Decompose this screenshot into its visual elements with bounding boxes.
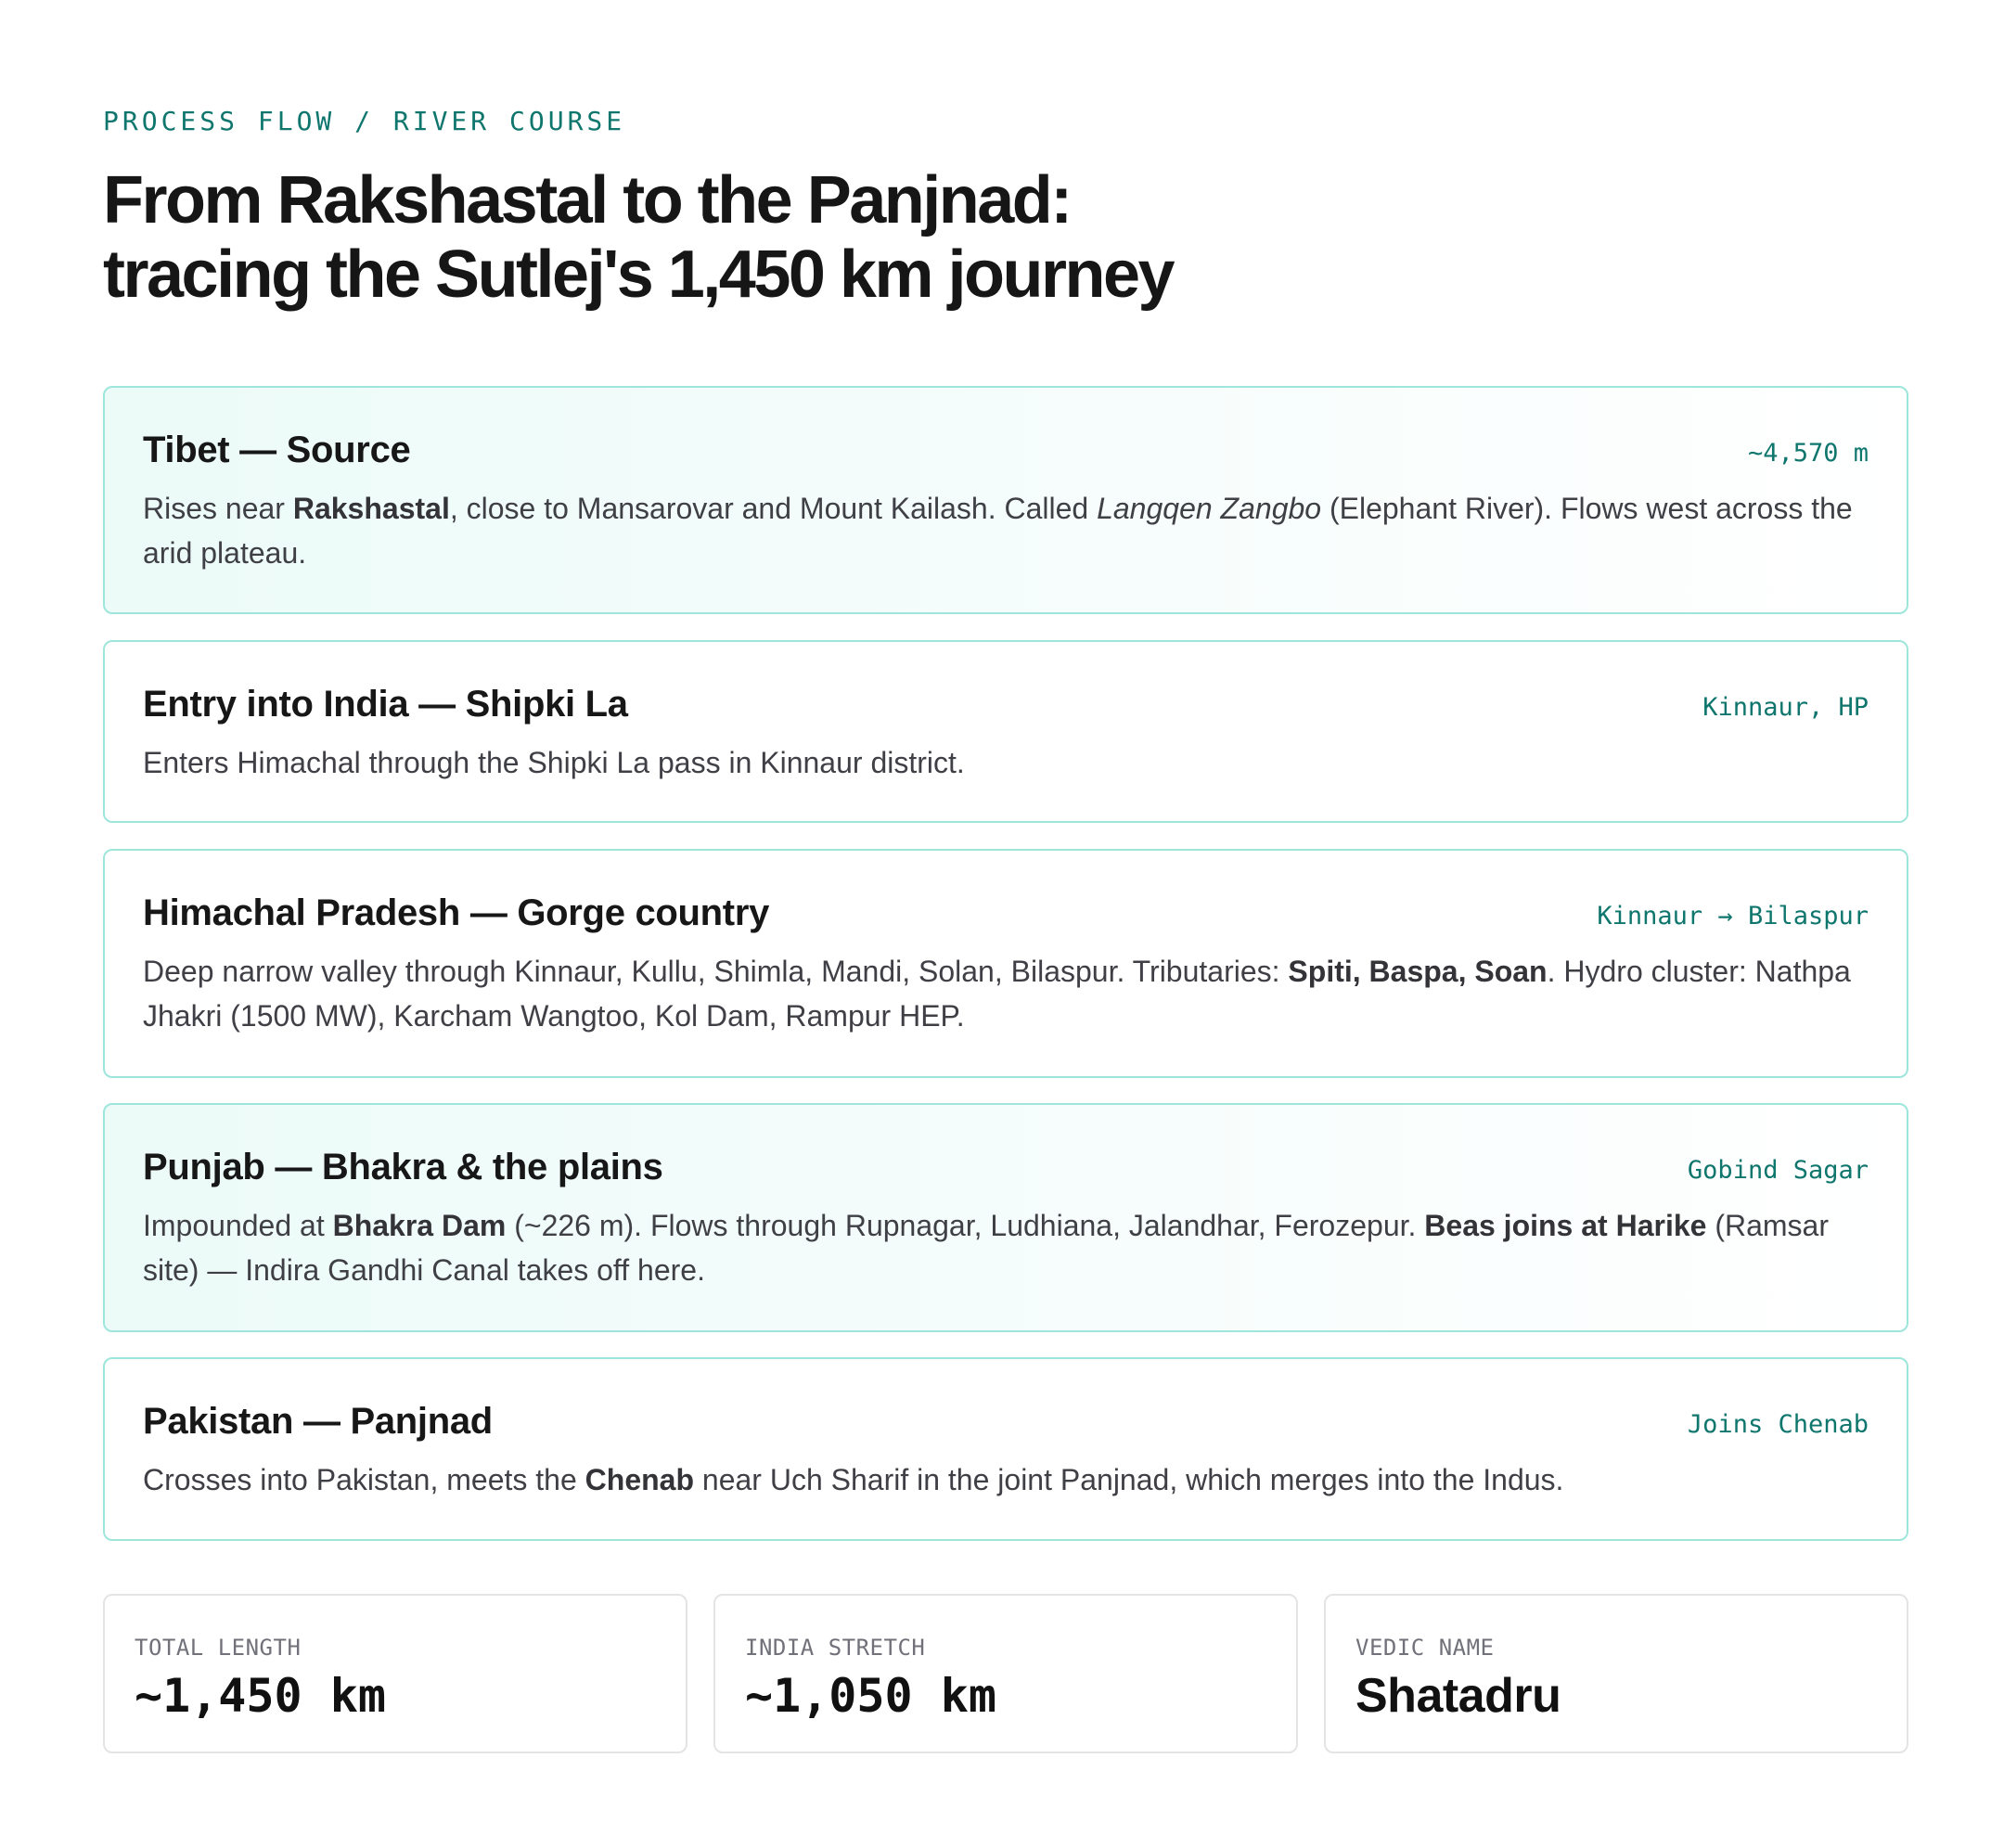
stage-title: Himachal Pradesh — Gorge country xyxy=(143,892,770,933)
page-title xyxy=(103,163,1173,312)
stage-description xyxy=(143,486,1869,575)
stage-tag: Kinnaur → Bilaspur xyxy=(1597,902,1869,930)
stage-card-header xyxy=(143,681,1869,727)
stage-tag: Kinnaur, HP xyxy=(1702,693,1869,722)
stage-text: Rises near xyxy=(143,492,293,525)
stage-title: Punjab — Bhakra & the plains xyxy=(143,1147,663,1187)
stage-text: Impounded at xyxy=(143,1209,333,1242)
stage-tag: ~4,570 m xyxy=(1747,439,1869,468)
stage-highlight: Beas joins at Harike xyxy=(1424,1209,1707,1242)
stage-text: , close to Mansarovar and Mount Kailash. Called xyxy=(449,492,1098,525)
stage-highlight: Spiti, Baspa, Soan xyxy=(1288,955,1548,988)
stat-card-vedic-name xyxy=(1324,1594,1908,1753)
stage-text: (Elephant River). Flows west across the arid plateau. xyxy=(143,492,1853,570)
stat-label: TOTAL LENGTH xyxy=(135,1635,302,1661)
stage-highlight: Bhakra Dam xyxy=(332,1209,507,1242)
stage-tag: Joins Chenab xyxy=(1687,1410,1869,1439)
stage-text: . Hydro cluster: Nathpa Jhakri (1500 MW), Karcham Wangtoo, Kol Dam, Rampur HEP. xyxy=(143,955,1851,1033)
stage-card-entry-india xyxy=(103,640,1908,823)
stat-label: VEDIC NAME xyxy=(1355,1635,1495,1661)
stage-card-header xyxy=(143,1144,1869,1190)
stage-title: Tibet — Source xyxy=(143,430,411,470)
stage-card-header xyxy=(143,1398,1869,1444)
stage-card-punjab xyxy=(103,1103,1908,1332)
stage-card-header xyxy=(143,890,1869,936)
stat-value: ~1,050 km xyxy=(745,1669,996,1723)
page-title-line-2: tracing the Sutlej's 1,450 km journey xyxy=(103,237,1174,312)
stage-highlight: Rakshastal xyxy=(292,492,450,525)
page-title-line-1: From Rakshastal to the Panjnad: xyxy=(103,163,1071,237)
stat-value: Shatadru xyxy=(1355,1669,1561,1723)
stage-description xyxy=(143,949,1869,1038)
stage-card-header xyxy=(143,427,1869,473)
stage-card-himachal xyxy=(103,849,1908,1078)
stage-text: Crosses into Pakistan, meets the xyxy=(143,1463,585,1496)
stage-highlight: Chenab xyxy=(584,1463,694,1496)
stage-tag: Gobind Sagar xyxy=(1687,1156,1869,1185)
stage-description xyxy=(143,740,1869,785)
stage-text: (~226 m). Flows through Rupnagar, Ludhiana, Jalandhar, Ferozepur. xyxy=(506,1209,1425,1242)
stat-label: INDIA STRETCH xyxy=(745,1635,926,1661)
stage-card-tibet xyxy=(103,386,1908,614)
stat-card-total-length xyxy=(103,1594,687,1753)
stage-text: near Uch Sharif in the joint Panjnad, which merges into the Indus. xyxy=(694,1463,1564,1496)
stat-value: ~1,450 km xyxy=(135,1669,386,1723)
stage-text: Enters Himachal through the Shipki La pass in Kinnaur district. xyxy=(143,746,965,779)
stage-description xyxy=(143,1457,1869,1502)
eyebrow-label: PROCESS FLOW / RIVER COURSE xyxy=(103,106,626,136)
stage-text: (Ramsar site) — Indira Gandhi Canal takes off here. xyxy=(143,1209,1829,1287)
stage-title: Pakistan — Panjnad xyxy=(143,1401,493,1442)
stat-card-india-stretch xyxy=(713,1594,1298,1753)
stage-title: Entry into India — Shipki La xyxy=(143,684,628,725)
stage-emphasis: Langqen Zangbo xyxy=(1097,492,1322,525)
stage-description xyxy=(143,1203,1869,1292)
stage-text: Deep narrow valley through Kinnaur, Kullu, Shimla, Mandi, Solan, Bilaspur. Tributaries: xyxy=(143,955,1289,988)
stage-card-pakistan xyxy=(103,1357,1908,1541)
